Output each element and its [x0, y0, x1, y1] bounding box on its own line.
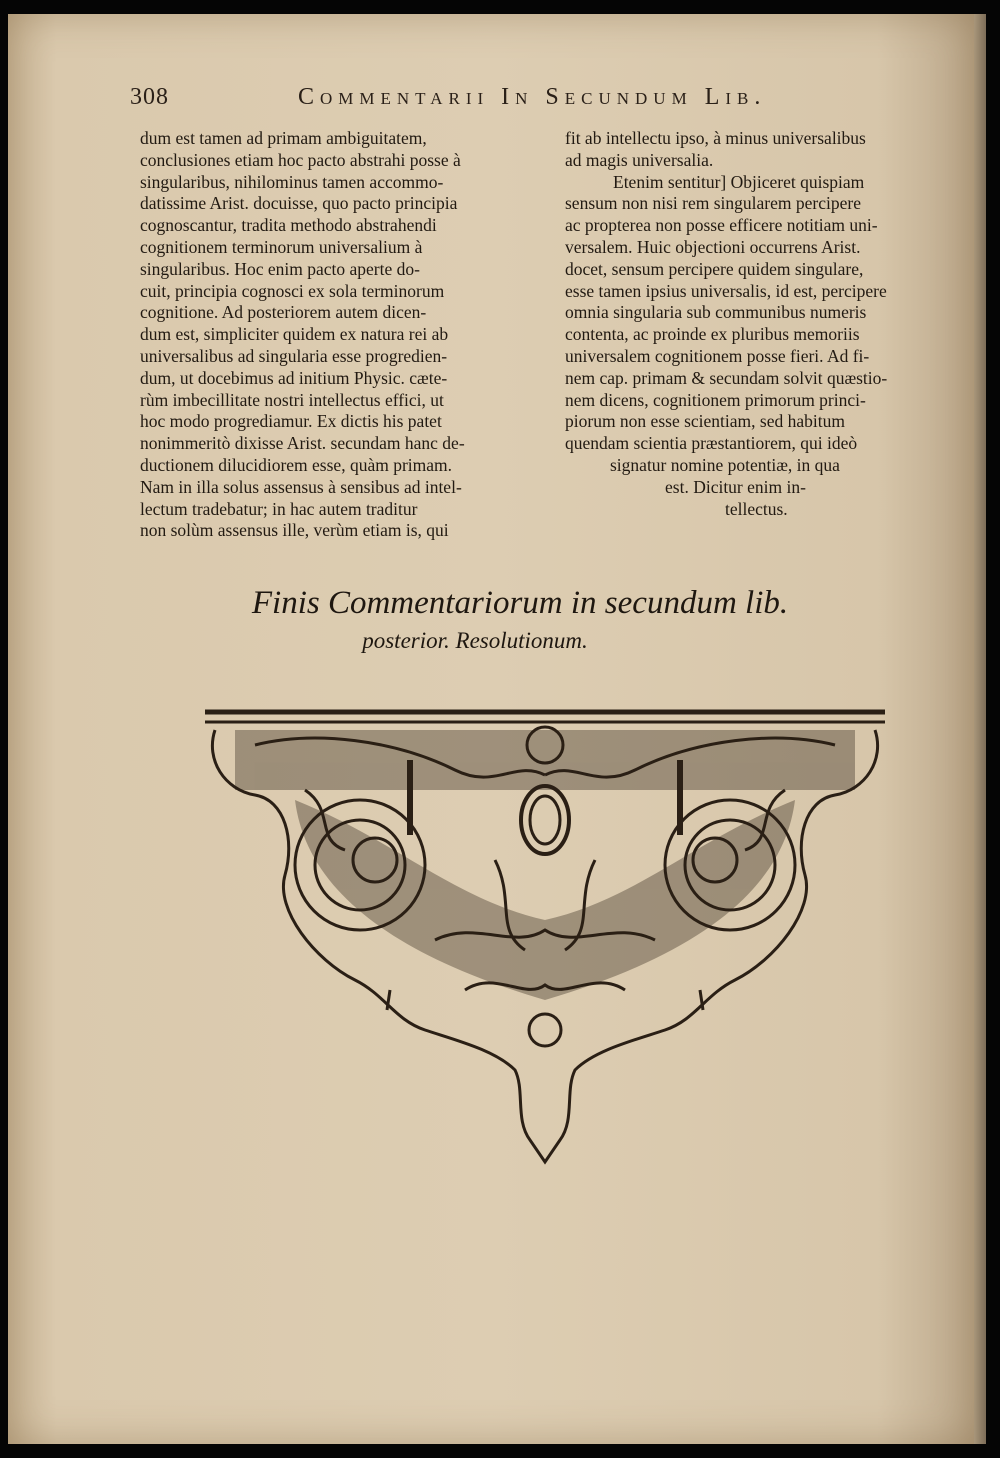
explicit-line-1: Finis Commentariorum in secundum lib.	[251, 585, 789, 621]
text-line: non solùm assensus ille, verùm etiam is, qui	[140, 520, 449, 541]
text-line: universalibus ad singularia esse progredien-	[140, 345, 448, 366]
text-line: ac propterea non posse efficere notitiam uni-	[565, 215, 878, 236]
text-line: ductionem dilucidiorem esse, quàm primam.	[140, 454, 453, 475]
ornament-hatching	[235, 730, 855, 1000]
text-line: cognitionem terminorum universalium à	[140, 236, 423, 257]
text-line: contenta, ac proinde ex pluribus memoriis	[565, 324, 860, 345]
text-line: cognitione. Ad posteriorem autem dicen-	[140, 302, 427, 323]
right-text-column	[565, 128, 955, 520]
colophon-explicit	[120, 585, 920, 654]
text-line: ad magis universalia.	[565, 149, 714, 170]
text-line: dum est tamen ad primam ambiguitatem,	[140, 128, 427, 148]
text-line: fit ab intellectu ipso, à minus universalibus	[565, 128, 866, 148]
text-line: rùm imbecillitate nostri intellectus effici, ut	[140, 389, 444, 410]
running-title: Commentarii In Secundum Lib.	[298, 84, 767, 110]
explicit-line-2: posterior. Resolutionum.	[362, 628, 588, 653]
text-line: cuit, principia cognosci ex sola terminorum	[140, 280, 445, 301]
text-line: cognoscantur, tradita methodo abstrahendi	[140, 215, 437, 236]
text-line: singularibus, nihilominus tamen accommo-	[140, 171, 444, 192]
woodcut-tailpiece-ornament	[195, 700, 895, 1180]
text-line: sensum non nisi rem singularem percipere	[565, 193, 861, 214]
text-line: hoc modo progrediamur. Ex dictis his patet	[140, 411, 442, 432]
text-line: quendam scientia præstantiorem, qui ideò	[565, 433, 858, 454]
text-line: piorum non esse scientiam, sed habitum	[565, 411, 845, 432]
text-line: tellectus.	[725, 498, 788, 519]
page-number: 308	[130, 84, 169, 110]
text-line: dum est, simpliciter quidem ex natura rei ab	[140, 324, 449, 345]
text-line: conclusiones etiam hoc pacto abstrahi posse à	[140, 149, 461, 170]
text-line: dum, ut docebimus ad initium Physic. cæte-	[140, 367, 448, 388]
left-text-column	[140, 128, 535, 542]
text-line: est. Dicitur enim in-	[665, 476, 806, 497]
text-line: nem dicens, cognitionem primorum princi-	[565, 389, 866, 410]
text-line: versalem. Huic objectioni occurrens Arist.	[565, 236, 861, 257]
page-edge	[974, 14, 986, 1444]
text-line: signatur nomine potentiæ, in qua	[610, 454, 840, 475]
text-line: nonimmeritò dixisse Arist. secundam hanc de-	[140, 433, 465, 454]
text-line: lectum tradebatur; in hac autem traditur	[140, 498, 418, 519]
text-line: singularibus. Hoc enim pacto aperte do-	[140, 258, 420, 279]
text-line: esse tamen ipsius universalis, id est, percipere	[565, 280, 887, 301]
text-line: nem cap. primam & secundam solvit quæstio-	[565, 367, 888, 388]
text-line: universalem cognitionem posse fieri. Ad fi-	[565, 345, 870, 366]
lemma-line: Etenim sentitur] Objiceret quispiam	[613, 171, 865, 192]
text-line: omnia singularia sub communibus numeris	[565, 302, 867, 323]
text-line: docet, sensum percipere quidem singulare,	[565, 258, 864, 279]
text-line: datissime Arist. docuisse, quo pacto principia	[140, 193, 458, 214]
text-line: Nam in illa solus assensus à sensibus ad intel-	[140, 476, 462, 497]
running-header	[130, 78, 767, 118]
